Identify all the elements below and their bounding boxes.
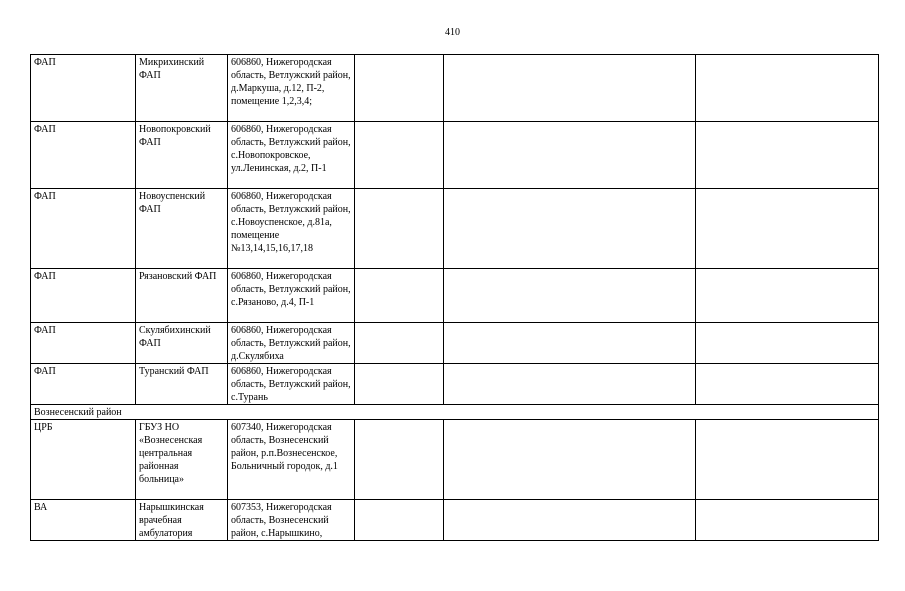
table-row: [31, 420, 879, 500]
facility-type-cell: ВА: [31, 500, 136, 541]
empty-cell: [355, 364, 444, 405]
facility-address-cell: 606860, Нижегородская область, Ветлужский район, с.Турань: [228, 364, 355, 405]
empty-cell: [696, 500, 879, 541]
empty-cell: [444, 420, 696, 500]
facility-type-cell: ФАП: [31, 323, 136, 364]
empty-cell: [355, 55, 444, 122]
table-row: [31, 189, 879, 269]
facility-address-cell: 607340, Нижегородская область, Вознесенский район, р.п.Вознесенское, Больничный городок, д.1: [228, 420, 355, 500]
facility-name-cell: Новопокровский ФАП: [136, 122, 228, 189]
facility-name-cell: Микрихинский ФАП: [136, 55, 228, 122]
empty-cell: [355, 122, 444, 189]
facility-type-cell: ФАП: [31, 55, 136, 122]
facility-type-cell: ФАП: [31, 122, 136, 189]
table-row: [31, 364, 879, 405]
facility-name-cell: Рязановский ФАП: [136, 269, 228, 323]
facilities-table: [30, 54, 879, 541]
table-row: [31, 122, 879, 189]
facility-type-cell: ФАП: [31, 189, 136, 269]
empty-cell: [355, 269, 444, 323]
empty-cell: [444, 364, 696, 405]
facility-address-cell: 607353, Нижегородская область, Вознесенский район, с.Нарышкино,: [228, 500, 355, 541]
empty-cell: [696, 189, 879, 269]
empty-cell: [444, 189, 696, 269]
facility-name-cell: Нарышкинская врачебная амбулатория: [136, 500, 228, 541]
empty-cell: [355, 420, 444, 500]
empty-cell: [696, 55, 879, 122]
facility-type-cell: ФАП: [31, 364, 136, 405]
table-row: [31, 323, 879, 364]
empty-cell: [696, 364, 879, 405]
empty-cell: [444, 500, 696, 541]
section-title: Вознесенский район: [31, 405, 879, 420]
facility-address-cell: 606860, Нижегородская область, Ветлужский район, с.Новопокровское, ул.Ленинская, д.2, П-1: [228, 122, 355, 189]
table-row: [31, 269, 879, 323]
facility-address-cell: 606860, Нижегородская область, Ветлужский район, д.Маркуша, д.12, П-2, помещение 1,2,3,4;: [228, 55, 355, 122]
empty-cell: [444, 55, 696, 122]
empty-cell: [696, 323, 879, 364]
facility-type-cell: ЦРБ: [31, 420, 136, 500]
facility-address-cell: 606860, Нижегородская область, Ветлужский район, с.Рязаново, д.4, П-1: [228, 269, 355, 323]
page-number: 410: [445, 27, 460, 38]
section-row: [31, 405, 879, 420]
empty-cell: [355, 189, 444, 269]
empty-cell: [696, 122, 879, 189]
empty-cell: [444, 323, 696, 364]
empty-cell: [444, 269, 696, 323]
empty-cell: [444, 122, 696, 189]
facility-name-cell: Туранский ФАП: [136, 364, 228, 405]
table-row: [31, 500, 879, 541]
facility-name-cell: Скулябихинский ФАП: [136, 323, 228, 364]
facility-address-cell: 606860, Нижегородская область, Ветлужский район, с.Новоуспенское, д.81а, помещение №13,14,15,16,17,18: [228, 189, 355, 269]
empty-cell: [696, 269, 879, 323]
empty-cell: [355, 500, 444, 541]
empty-cell: [696, 420, 879, 500]
facility-name-cell: ГБУЗ НО «Вознесенская центральная районная больница»: [136, 420, 228, 500]
facility-name-cell: Новоуспенский ФАП: [136, 189, 228, 269]
facility-type-cell: ФАП: [31, 269, 136, 323]
table-row: [31, 55, 879, 122]
empty-cell: [355, 323, 444, 364]
facility-address-cell: 606860, Нижегородская область, Ветлужский район, д.Скулябиха: [228, 323, 355, 364]
